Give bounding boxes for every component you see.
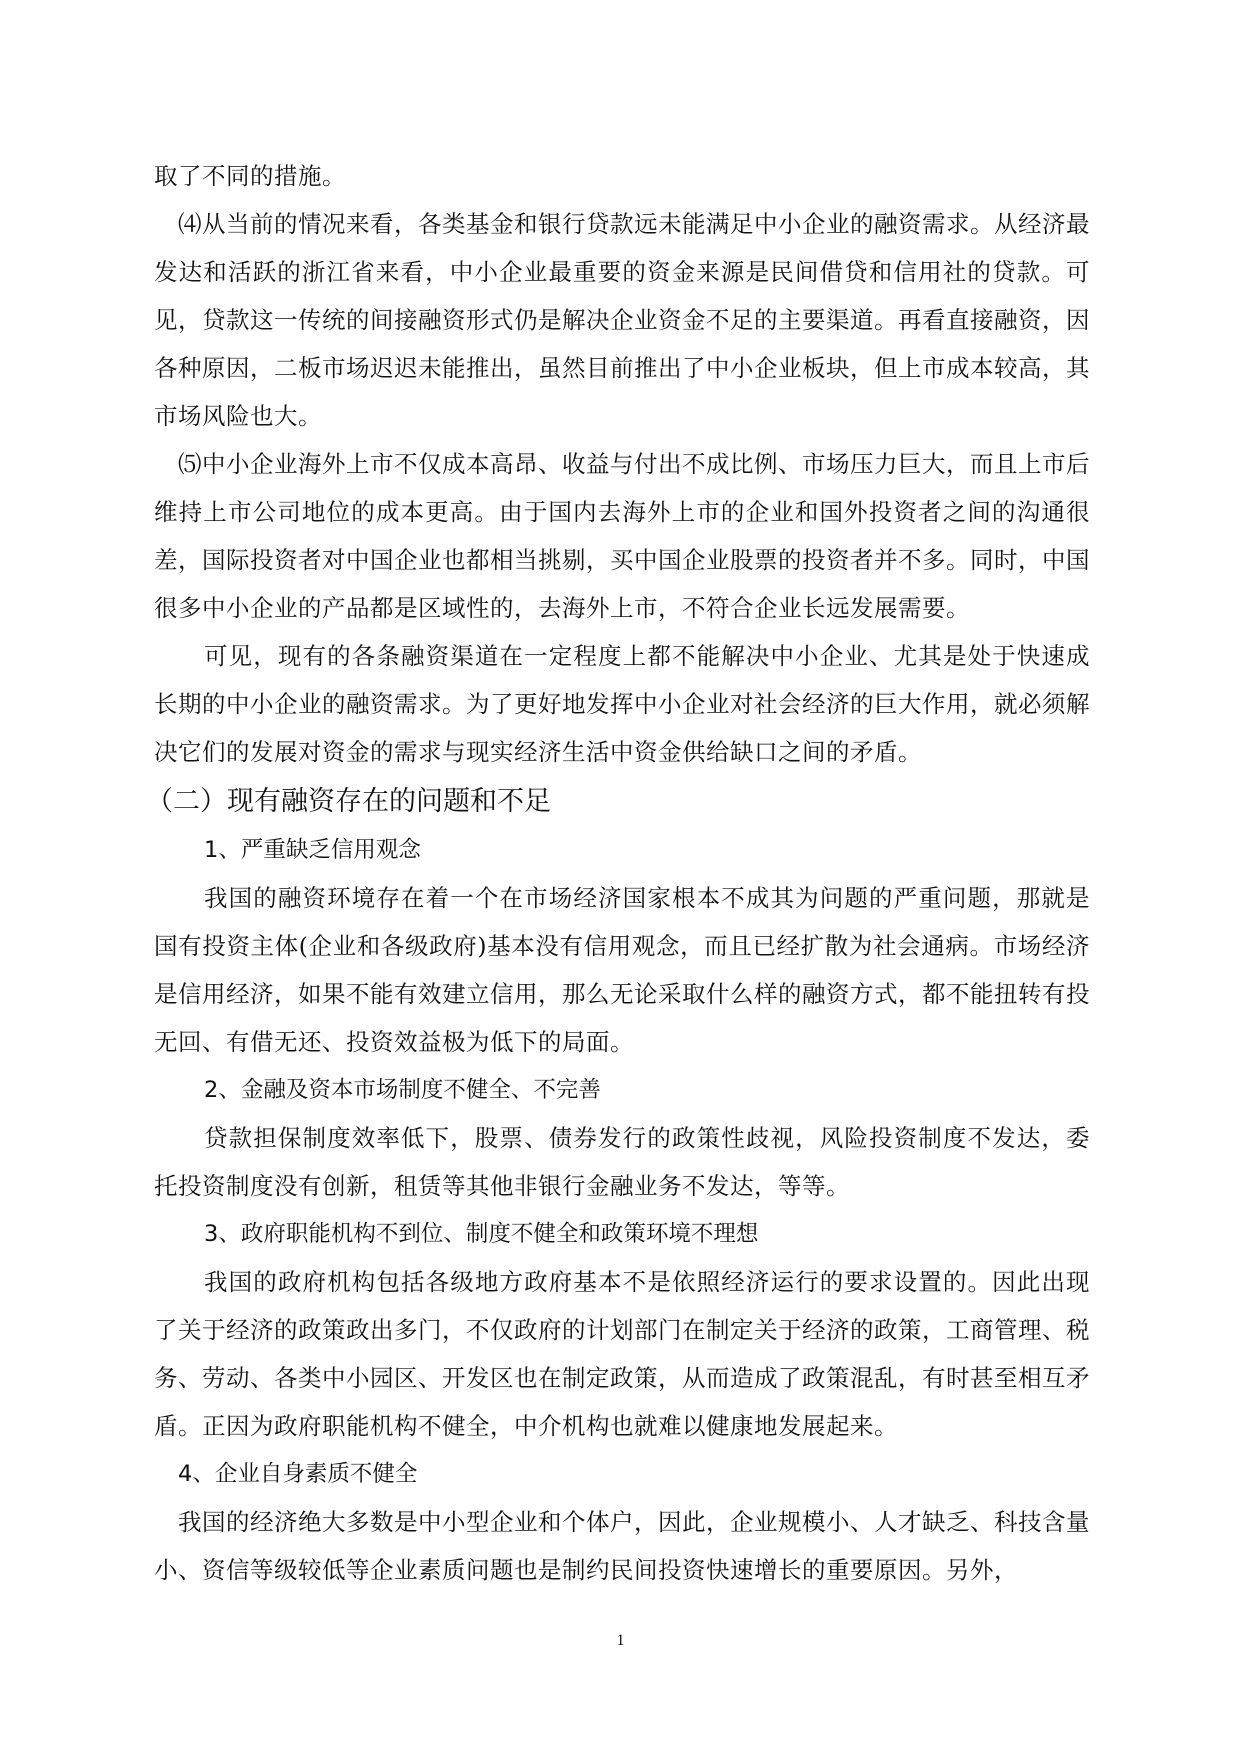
paragraph-continuation: 取了不同的措施。 [154, 162, 346, 190]
subsection-body-3: 我国的政府机构包括各级地方政府基本不是依照经济运行的要求设置的。因此出现了关于经济的政策政出多门，不仅政府的计划部门在制定关于经济的政策，工商管理、税务、劳动、各类中小园区、开发区也在制定政策，从而造成了政策混乱，有时甚至相互矛盾。正因为政府职能机构不健全，中介机构也就难以健康地发展起来。 [154, 1268, 1090, 1440]
subsection-body-2: 贷款担保制度效率低下，股票、债券发行的政策性歧视，风险投资制度不发达，委托投资制度没有创新，租赁等其他非银行金融业务不发达，等等。 [154, 1124, 1090, 1200]
section-title: （二）现有融资存在的问题和不足 [146, 786, 551, 817]
subsection-body-4: 我国的经济绝大多数是中小型企业和个体户，因此，企业规模小、人才缺乏、科技含量小、资信等级较低等企业素质问题也是制约民间投资快速增长的重要原因。另外， [154, 1508, 1090, 1584]
subsection-body-1: 我国的融资环境存在着一个在市场经济国家根本不成其为问题的严重问题，那就是国有投资主体(企业和各级政府)基本没有信用观念，而且已经扩散为社会通病。市场经济是信用经济，如果不能有效建立信用，那么无论采取什么样的融资方式，都不能扭转有投无回、有借无还、投资效益极为低下的局面。 [154, 884, 1090, 1056]
subsection-heading-3: 3、政府职能机构不到位、制度不健全和政策环境不理想 [204, 1221, 759, 1247]
paragraph-item-4: ⑷从当前的情况来看，各类基金和银行贷款远未能满足中小企业的融资需求。从经济最发达和活跃的浙江省来看，中小企业最重要的资金来源是民间借贷和信用社的贷款。可见，贷款这一传统的间接融资形式仍是解决企业资金不足的主要渠道。再看直接融资，因各种原因，二板市场迟迟未能推出，虽然目前推出了中小企业板块，但上市成本较高，其市场风险也大。 [154, 210, 1090, 430]
paragraph-item-5: ⑸中小企业海外上市不仅成本高昂、收益与付出不成比例、市场压力巨大，而且上市后维持上市公司地位的成本更高。由于国内去海外上市的企业和国外投资者之间的沟通很差，国际投资者对中国企业也都相当挑剔，买中国企业股票的投资者并不多。同时，中国很多中小企业的产品都是区域性的，去海外上市，不符合企业长远发展需要。 [154, 450, 1090, 622]
paragraph-conclusion: 可见，现有的各条融资渠道在一定程度上都不能解决中小企业、尤其是处于快速成长期的中小企业的融资需求。为了更好地发挥中小企业对社会经济的巨大作用，就必须解决它们的发展对资金的需求与现实经济生活中资金供给缺口之间的矛盾。 [154, 642, 1090, 766]
subsection-heading-1: 1、严重缺乏信用观念 [204, 837, 421, 863]
page-content [146, 152, 1090, 1594]
page-number: 1 [616, 1632, 625, 1649]
subsection-heading-4: 4、企业自身素质不健全 [178, 1461, 418, 1487]
subsection-heading-2: 2、金融及资本市场制度不健全、不完善 [204, 1077, 601, 1103]
